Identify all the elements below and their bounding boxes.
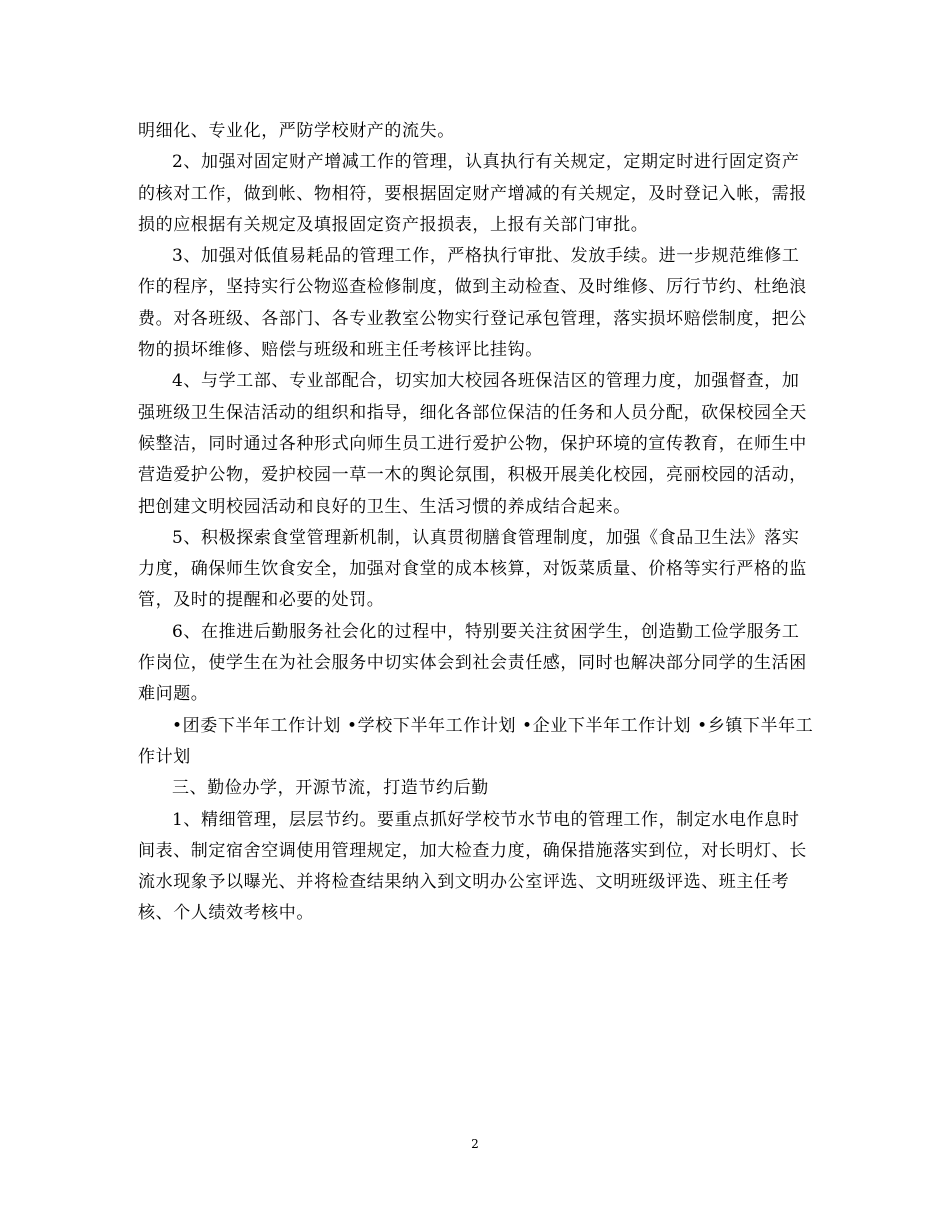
paragraph-work-study: 6、在推进后勤服务社会化的过程中，特别要关注贫困学生，创造勤工俭学服务工作岗位，使学生在为社会服务中切实体会到社会责任感，同时也解决部分同学的生活困难问题。 [138,621,807,705]
paragraph-saving: 1、精细管理，层层节约。要重点抓好学校节水节电的管理工作，制定水电作息时间表、制定宿舍空调使用管理规定，加大检查力度，确保措施落实到位，对长明灯、长流水现象予以曝光、并将检查结果纳入到文明办公室评选、文明班级评选、班主任考核、个人绩效考核中。 [138,809,807,924]
section-heading: 三、勤俭办学，开源节流，打造节约后勤 [172,778,489,799]
paragraph-fixed-assets: 2、加强对固定财产增减工作的管理，认真执行有关规定，定期定时进行固定资产的核对工作，做到帐、物相符，要根据固定财产增减的有关规定，及时登记入帐，需报损的应根据有关规定及填报固定资产报损表，上报有关部门审批。 [138,152,807,235]
related-links[interactable]: •团委下半年工作计划 •学校下半年工作计划 •企业下半年工作计划 •乡镇下半年工作计划 [138,715,814,767]
document-body [138,116,814,930]
paragraph-continuation: 明细化、专业化，严防学校财产的流失。 [138,121,455,141]
paragraph-consumables: 3、加强对低值易耗品的管理工作，严格执行审批、发放手续。进一步规范维修工作的程序，坚持实行公物巡查检修制度，做到主动检查、及时维修、厉行节约、杜绝浪费。对各班级、各部门、各专业教室公物实行登记承包管理，落实损坏赔偿制度，把公物的损坏维修、赔偿与班级和班主任考核评比挂钩。 [138,246,807,361]
paragraph-canteen: 5、积极探索食堂管理新机制，认真贯彻膳食管理制度，加强《食品卫生法》落实力度，确保师生饮食安全，加强对食堂的成本核算，对饭菜质量、价格等实行严格的监管，及时的提醒和必要的处罚。 [138,527,807,611]
page-number: 2 [471,1137,479,1151]
paragraph-campus-cleaning: 4、与学工部、专业部配合，切实加大校园各班保洁区的管理力度，加强督查，加强班级卫生保洁活动的组织和指导，细化各部位保洁的任务和人员分配，砍保校园全天候整洁，同时通过各种形式向师生员工进行爱护公物，保护环境的宣传教育，在师生中营造爱护公物，爱护校园一草一木的舆论氛围，积极开展美化校园，亮丽校园的活动，把创建文明校园活动和良好的卫生、生活习惯的养成结合起来。 [138,371,807,517]
